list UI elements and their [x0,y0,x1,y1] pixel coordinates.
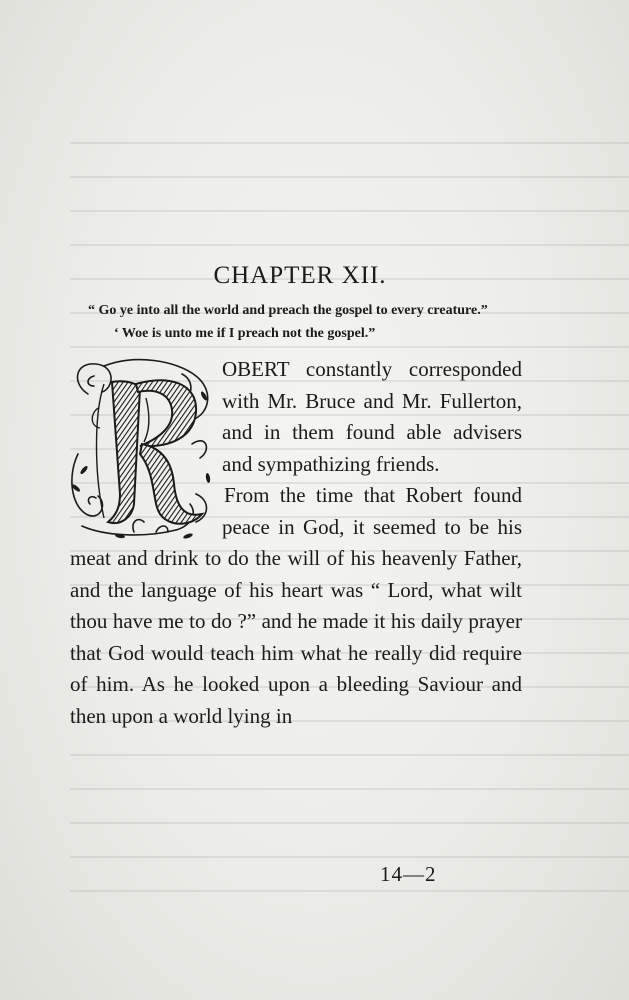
chapter-title: CHAPTER XII. [213,262,387,289]
page-content [70,262,522,732]
epigraph-quote-1: “ Go ye into all the world and preach the gospel to every creature.” [88,303,488,318]
paragraph-1: OBERT constantly corresponded with Mr. Bruce and Mr. Fullerton, and in them found able advisers and sympathizing friends. [222,357,522,476]
paragraph-2: From the time that Robert found peace in God, it seemed to be his meat and drink to do the will of his heavenly Father, and the language of his heart was “ Lord, what wilt thou have me to do ?” and he made it his daily prayer that God would teach him what he really did require of him. As he looked upon a bleeding Saviour and then upon a world lying in [70,483,522,728]
ornamental-dropcap-r-icon [64,354,214,540]
chapter-body [70,354,522,732]
epigraph-quote-2: ‘ Woe is unto me if I preach not the gospel.” [114,326,376,341]
epigraph [70,300,522,344]
printer-signature-mark: 14—2 [380,862,437,886]
